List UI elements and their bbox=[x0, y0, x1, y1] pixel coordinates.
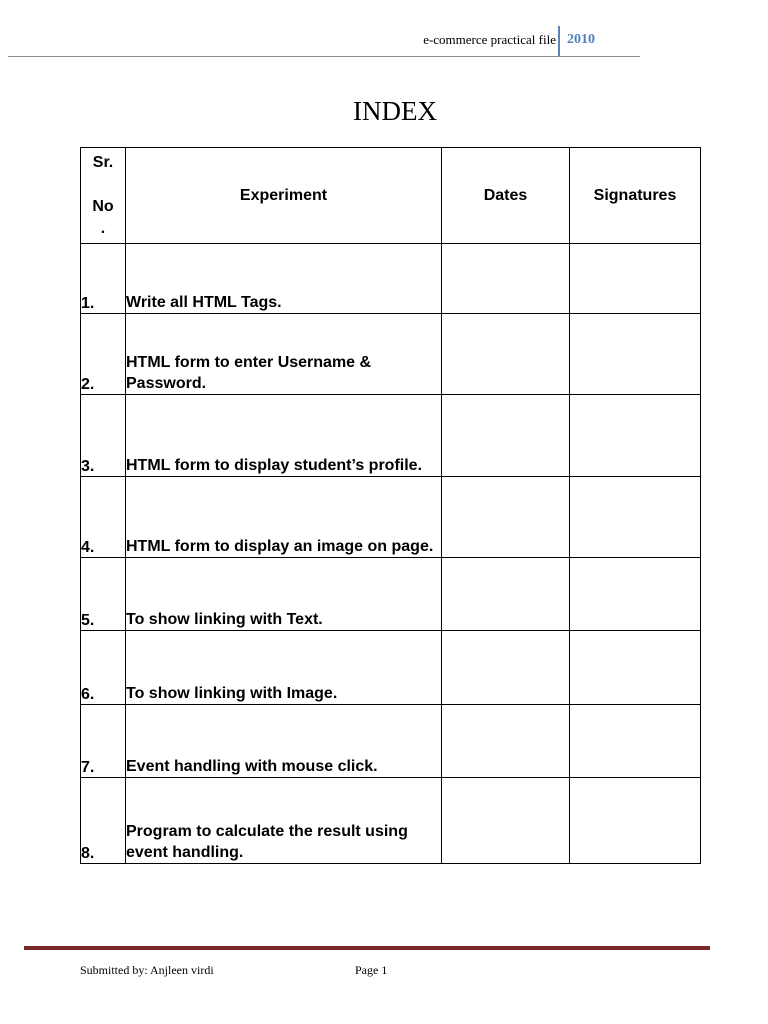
row-signature-cell bbox=[570, 778, 701, 864]
row-date-cell bbox=[442, 244, 570, 314]
row-date-cell bbox=[442, 778, 570, 864]
row-experiment: To show linking with Text. bbox=[126, 558, 442, 631]
footer-rule bbox=[24, 946, 710, 950]
header-sr-line: . bbox=[100, 219, 106, 237]
row-experiment: Program to calculate the result using event handling. bbox=[126, 778, 442, 864]
row-date-cell bbox=[442, 705, 570, 778]
row-number: 3. bbox=[81, 395, 126, 477]
row-experiment: Write all HTML Tags. bbox=[126, 244, 442, 314]
row-number: 5. bbox=[81, 558, 126, 631]
row-number: 2. bbox=[81, 314, 126, 395]
index-table bbox=[80, 147, 701, 864]
table-row bbox=[81, 314, 701, 395]
footer-submitted-by: Submitted by: Anjleen virdi bbox=[80, 963, 214, 977]
table-row bbox=[81, 395, 701, 477]
row-experiment: HTML form to display student’s profile. bbox=[126, 395, 442, 477]
row-signature-cell bbox=[570, 558, 701, 631]
header-separator bbox=[558, 26, 560, 56]
footer-page-number: Page 1 bbox=[355, 963, 388, 977]
row-date-cell bbox=[442, 314, 570, 395]
table-row bbox=[81, 244, 701, 314]
row-number: 8. bbox=[81, 778, 126, 864]
header-experiment: Experiment bbox=[126, 148, 442, 244]
row-signature-cell bbox=[570, 631, 701, 705]
header-rule bbox=[8, 56, 640, 57]
header-sr-no bbox=[81, 148, 126, 244]
row-number: 4. bbox=[81, 477, 126, 558]
header-dates: Dates bbox=[442, 148, 570, 244]
header-signatures: Signatures bbox=[570, 148, 701, 244]
row-signature-cell bbox=[570, 244, 701, 314]
row-number: 1. bbox=[81, 244, 126, 314]
table-row bbox=[81, 558, 701, 631]
header-year: 2010 bbox=[567, 32, 595, 47]
row-experiment: HTML form to enter Username & Password. bbox=[126, 314, 442, 395]
row-date-cell bbox=[442, 558, 570, 631]
header-file-title: e-commerce practical file bbox=[423, 32, 556, 47]
row-number: 6. bbox=[81, 631, 126, 705]
header-sr-line: Sr. bbox=[92, 153, 114, 171]
table-row bbox=[81, 631, 701, 705]
row-signature-cell bbox=[570, 705, 701, 778]
row-signature-cell bbox=[570, 477, 701, 558]
table-row bbox=[81, 778, 701, 864]
row-date-cell bbox=[442, 477, 570, 558]
header-sr-line: No bbox=[92, 197, 114, 215]
table-row bbox=[81, 477, 701, 558]
row-date-cell bbox=[442, 631, 570, 705]
row-signature-cell bbox=[570, 314, 701, 395]
row-date-cell bbox=[442, 395, 570, 477]
table-header-row bbox=[81, 148, 701, 244]
row-experiment: To show linking with Image. bbox=[126, 631, 442, 705]
row-signature-cell bbox=[570, 395, 701, 477]
row-experiment: Event handling with mouse click. bbox=[126, 705, 442, 778]
row-number: 7. bbox=[81, 705, 126, 778]
table-row bbox=[81, 705, 701, 778]
row-experiment: HTML form to display an image on page. bbox=[126, 477, 442, 558]
page-title: INDEX bbox=[353, 96, 437, 126]
